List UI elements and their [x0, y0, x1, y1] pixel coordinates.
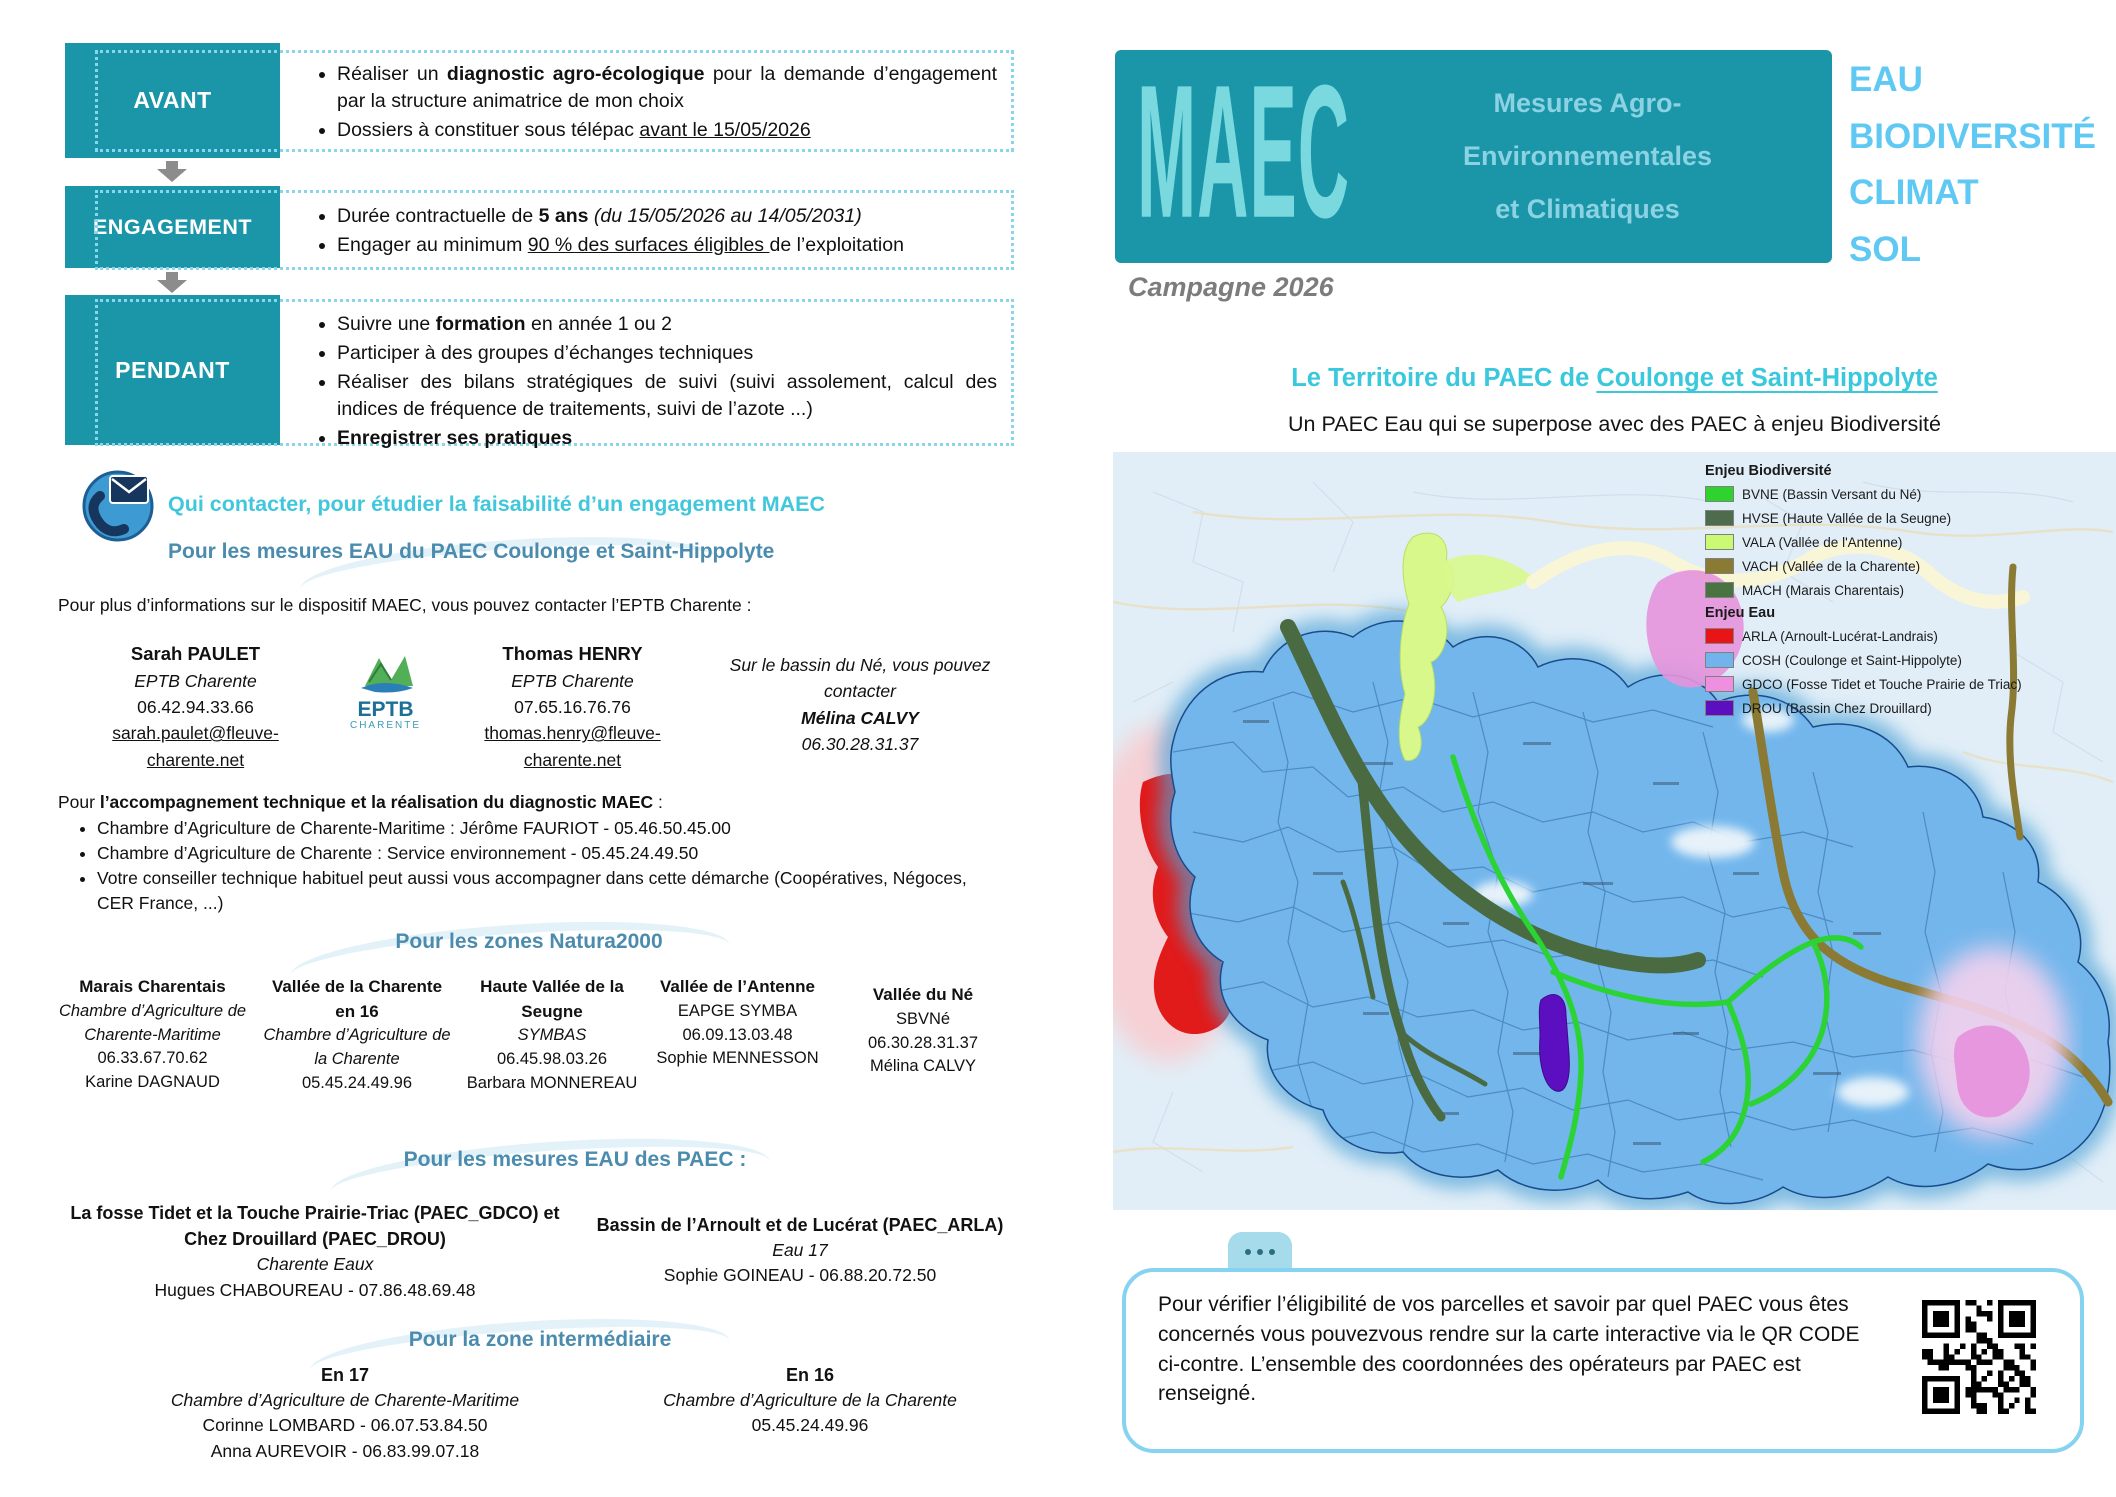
timeline-step-pendant — [65, 295, 280, 445]
qr-code — [1922, 1300, 2036, 1414]
legend-swatch — [1705, 652, 1734, 668]
legend-item: VALA (Vallée de l'Antenne) — [1705, 530, 2110, 554]
natura-card: Vallée de l’Antenne EAPGE SYMBA 06.09.13.03.48 Sophie MENNESSON — [656, 977, 819, 1068]
legend-item: GDCO (Fosse Tidet et Touche Prairie de Triac) — [1705, 672, 2110, 696]
contact-card-sarah: Sarah PAULET EPTB Charente 06.42.94.33.66 sarah.paulet@fleuve-charente.net — [112, 643, 279, 770]
contact-subheading: Pour les mesures EAU du PAEC Coulonge et Saint-Hippolyte — [168, 540, 775, 563]
legend-item: MACH (Marais Charentais) — [1705, 578, 2110, 602]
email-link[interactable]: sarah.paulet@fleuve-charente.net — [112, 723, 279, 770]
legend-item: COSH (Coulonge et Saint-Hippolyte) — [1705, 648, 2110, 672]
territory-subtitle: Un PAEC Eau qui se superpose avec des PAEC à enjeu Biodiversité — [1288, 412, 1941, 436]
bullet: • Chambre d’Agriculture de Charente : Service environnement - 05.45.24.49.50 — [97, 841, 987, 866]
bullet: • Réaliser un diagnostic agro-écologique pour la demande d’engagement par la structure animatrice de mon choix — [337, 61, 997, 115]
legend-item: HVSE (Haute Vallée de la Seugne) — [1705, 506, 2110, 530]
bullet: • Engager au minimum 90 % des surfaces éligibles de l’exploitation — [337, 232, 997, 259]
timeline-step-engagement — [65, 186, 280, 268]
bullet: • Participer à des groupes d’échanges techniques — [337, 340, 997, 367]
theme-words: EAU BIODIVERSITÉ CLIMAT SOL — [1849, 60, 2096, 270]
bullet: • Durée contractuelle de 5 ans (du 15/05/2026 au 14/05/2031) — [337, 203, 997, 230]
natura-card: Vallée de la Charente en 16 Chambre d’Agriculture de la Charente 05.45.24.49.96 — [263, 977, 451, 1093]
legend-item: VACH (Vallée de la Charente) — [1705, 554, 2110, 578]
timeline-arrow-icon — [154, 161, 190, 182]
legend-eau-title: Enjeu Eau — [1705, 605, 1776, 621]
timeline-step-label: ENGAGEMENT — [92, 214, 253, 239]
natura-card: Vallée du Né SBVNé 06.30.28.31.37 Mélina CALVY — [867, 985, 979, 1076]
zone-intermediaire-heading: Pour la zone intermédiaire — [408, 1328, 672, 1351]
contact-heading: Qui contacter, pour étudier la faisabilité d’un engagement MAEC — [168, 492, 826, 516]
legend-item: ARLA (Arnoult-Lucérat-Landrais) — [1705, 624, 2110, 648]
legend-swatch — [1705, 486, 1734, 502]
legend-swatch — [1705, 558, 1734, 574]
eligibility-info-text: Pour vérifier l’éligibilité de vos parcelles et savoir par quel PAEC vous êtes concernés vous pouvezvous rendre sur la carte interactive via le QR CODE ci-contre. L’ensemble des coordonnées des opérateurs par PAEC est renseigné. — [1158, 1293, 1860, 1406]
phone-mail-icon — [80, 466, 156, 542]
maec-header-box — [1115, 46, 1832, 263]
bullet: • Suivre une formation en année 1 ou 2 — [337, 311, 997, 338]
timeline-step-label: AVANT — [133, 87, 212, 113]
zone-card: En 16 Chambre d’Agriculture de la Charente 05.45.24.49.96 — [663, 1365, 957, 1436]
legend-item: BVNE (Bassin Versant du Né) — [1705, 482, 2110, 506]
ne-basin-note: Sur le bassin du Né, vous pouvez contacter Mélina CALVY 06.30.28.31.37 — [729, 655, 991, 754]
paec-card: Bassin de l’Arnoult et de Lucérat (PAEC_ARLA) Eau 17 Sophie GOINEAU - 06.88.20.72.50 — [596, 1215, 1004, 1286]
legend-swatch — [1705, 582, 1734, 598]
timeline-step-label: PENDANT — [115, 356, 230, 383]
natura2000-heading: Pour les zones Natura2000 — [395, 930, 663, 953]
bullet: • Dossiers à constituer sous télépac avant le 15/05/2026 — [337, 117, 997, 144]
maec-header-text: Mesures Agro- Environnementales et Climatiques — [1462, 88, 1713, 224]
paec-eau-heading: Pour les mesures EAU des PAEC : — [403, 1148, 747, 1171]
legend-item: DROU (Bassin Chez Drouillard) — [1705, 696, 2110, 720]
legend-biodiversity-title: Enjeu Biodiversité — [1705, 463, 1832, 479]
campagne-label: Campagne 2026 — [1128, 272, 1334, 302]
maec-logo: MAEC — [1137, 46, 1351, 258]
bullet: • Chambre d’Agriculture de Charente-Maritime : Jérôme FAURIOT - 05.46.50.45.00 — [97, 816, 987, 841]
bullet: • Votre conseiller technique habituel peut aussi vous accompagner dans cette démarche (Coopératives, Négoces, CER France, ...) — [97, 866, 987, 916]
zone-card: En 17 Chambre d’Agriculture de Charente-Maritime Corinne LOMBARD - 06.07.53.84.50 Anna AUREVOIR - 06.83.99.07.18 — [170, 1365, 520, 1461]
natura-card: Haute Vallée de la Seugne SYMBAS 06.45.98.03.26 Barbara MONNEREAU — [466, 977, 638, 1093]
territory-title: Le Territoire du PAEC de Coulonge et Saint-Hippolyte — [1291, 364, 1938, 392]
bullet: • Réaliser des bilans stratégiques de suivi (suivi assolement, calcul des indices de fréquence de traitements, suivi de l’azote ...) — [337, 369, 997, 423]
legend-swatch — [1705, 700, 1734, 716]
eptb-logo-icon — [355, 652, 417, 694]
bullet: • Enregistrer ses pratiques — [337, 425, 997, 452]
eptb-logo: EPTB CHARENTE — [338, 652, 433, 731]
legend-swatch — [1705, 534, 1734, 550]
map-legend — [1705, 460, 2110, 720]
natura-card: Marais Charentais Chambre d’Agriculture de Charente-Maritime 06.33.67.70.62 Karine DAGNAUD — [58, 977, 247, 1092]
eptb-info-line: Pour plus d’informations sur le dispositif MAEC, vous pouvez contacter l’EPTB Charente : — [58, 595, 752, 615]
legend-swatch — [1705, 628, 1734, 644]
accompagnement-list — [75, 816, 987, 915]
contact-card-thomas: Thomas HENRY EPTB Charente 07.65.16.76.76 thomas.henry@fleuve-charente.net — [484, 643, 661, 770]
email-link[interactable]: thomas.henry@fleuve-charente.net — [484, 723, 661, 770]
paec-card: La fosse Tidet et la Touche Prairie-Triac (PAEC_GDCO) et Chez Drouillard (PAEC_DROU) Charente Eaux Hugues CHABOUREAU - 07.86.48.69.48 — [70, 1203, 560, 1300]
accompagnement-intro: Pour l’accompagnement technique et la réalisation du diagnostic MAEC : — [58, 792, 663, 812]
legend-swatch — [1705, 510, 1734, 526]
legend-swatch — [1705, 676, 1734, 692]
timeline-arrow-icon — [154, 272, 190, 293]
timeline-step-avant — [65, 43, 280, 158]
